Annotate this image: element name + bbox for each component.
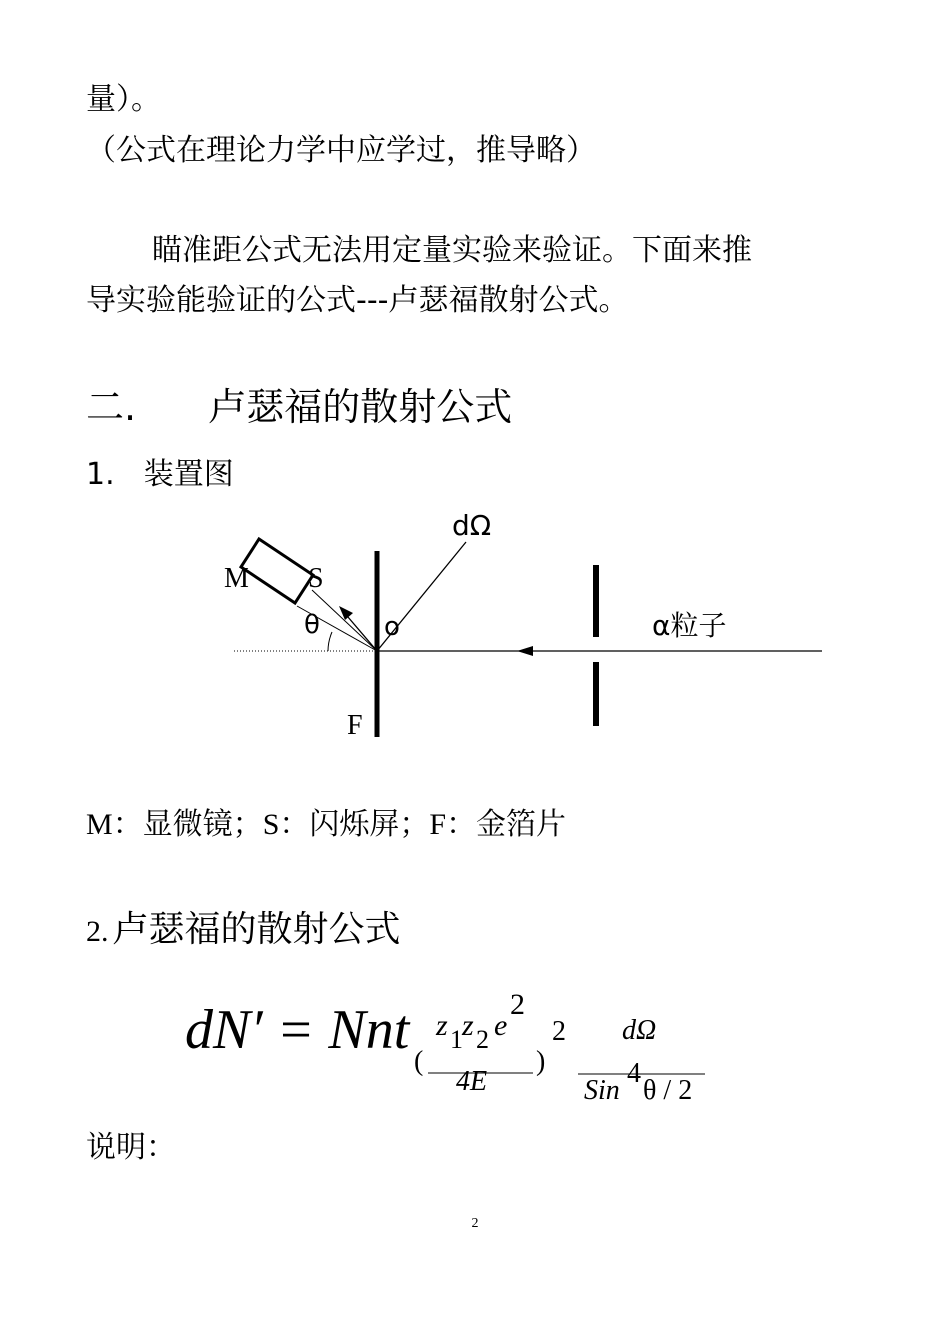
label-alpha-particle: α粒子 xyxy=(652,609,727,642)
label-o: o xyxy=(384,612,400,642)
label-M: M xyxy=(224,563,249,594)
subsection-2-title: 卢瑟福的散射公式 xyxy=(112,909,401,950)
formula-open-paren: ( xyxy=(414,1046,424,1077)
formula-z1: z xyxy=(436,1009,448,1042)
legend-M-key: M xyxy=(86,808,113,841)
formula-sub1: 1 xyxy=(450,1025,463,1054)
label-F: F xyxy=(347,710,363,741)
legend-S-key: S xyxy=(262,808,280,841)
legend-F-value: ：金箔片 xyxy=(446,807,567,842)
section-title: 卢瑟福的散射公式 xyxy=(208,385,513,429)
formula-sub2: 2 xyxy=(476,1025,489,1054)
text-line-2: （公式在理论力学中应学过，推导略） xyxy=(86,133,596,168)
formula-denominator: 4E xyxy=(456,1066,488,1097)
subsection-2-number: 2. xyxy=(86,915,109,948)
label-dOmega: dΩ xyxy=(452,509,492,542)
legend-M-value: ：显微镜； xyxy=(112,807,263,842)
formula-lhs: dN′ = Nnt xyxy=(185,999,410,1061)
page-number: 2 xyxy=(471,1216,479,1231)
subsection-1-number: 1. xyxy=(86,457,115,492)
formula-power: 2 xyxy=(552,1016,566,1047)
formula-sin-power: 4 xyxy=(627,1058,641,1089)
formula-e-power: 2 xyxy=(510,988,525,1021)
formula-z2: z xyxy=(462,1009,474,1042)
formula-dOmega: dΩ xyxy=(622,1015,657,1046)
paragraph-line-1: 瞄准距公式无法用定量实验来验证。下面来推 xyxy=(152,233,752,268)
text-line-1: 量）。 xyxy=(86,82,161,117)
explanation-label: 说明： xyxy=(86,1130,176,1165)
formula-close-paren: ) xyxy=(536,1046,546,1077)
section-number: 二. xyxy=(86,385,137,429)
paragraph-line-2: 导实验能验证的公式---卢瑟福散射公式。 xyxy=(86,283,629,318)
legend-S-value: ：闪烁屏； xyxy=(279,807,430,842)
label-S: S xyxy=(308,563,324,594)
formula-theta-half: θ / 2 xyxy=(643,1075,693,1106)
legend-F-key: F xyxy=(429,808,447,841)
subsection-1-title: 装置图 xyxy=(143,457,234,492)
formula-sin: Sin xyxy=(584,1075,620,1106)
label-theta: θ xyxy=(304,610,320,640)
formula-e: e xyxy=(494,1009,508,1042)
